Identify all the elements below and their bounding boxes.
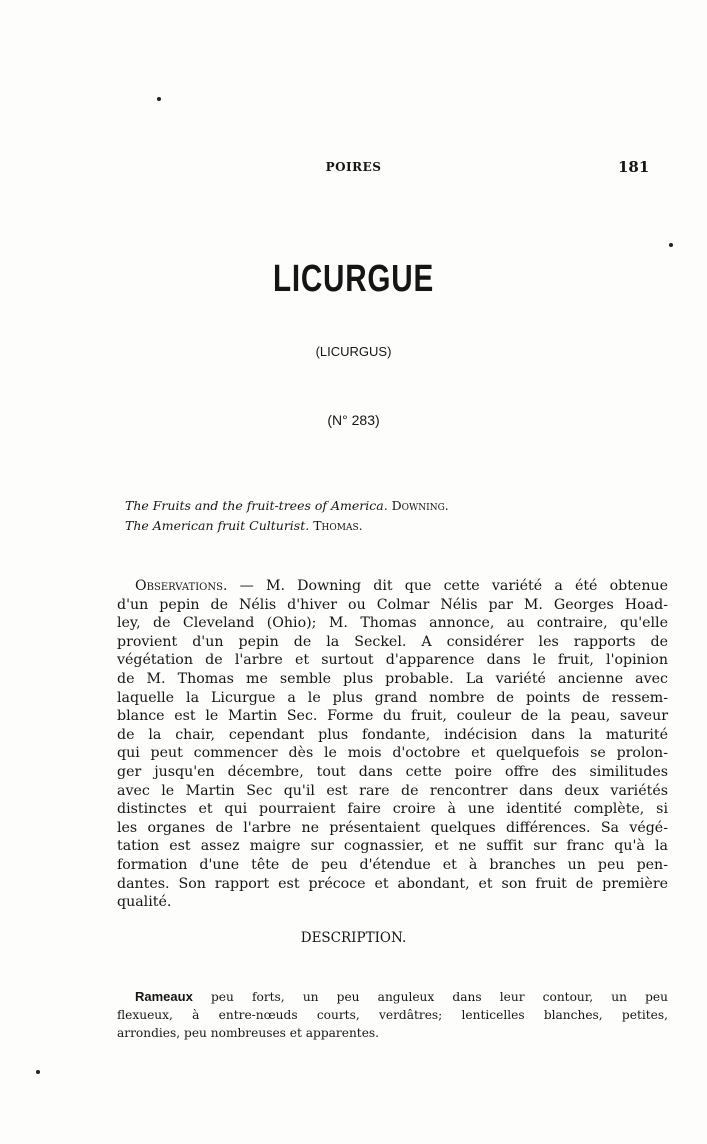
text-line: de la chair, cependant plus fondante, indécision dans la maturité [117, 726, 668, 743]
scan-speck [157, 97, 161, 101]
text-line: végétation de l'arbre et surtout d'apparence dans le fruit, l'opinion [117, 652, 668, 669]
text-line [117, 988, 668, 1006]
text-line: qualité. [117, 894, 172, 911]
paragraph-label: Rameaux [135, 989, 193, 1004]
text-line: d'un pepin de Nélis d'hiver ou Colmar Nélis par M. Georges Hoad- [117, 596, 668, 613]
text-line: avec le Martin Sec qu'il est rare de rencontrer dans deux variétés [117, 782, 668, 799]
page-title: LICURGUE [272, 258, 435, 300]
reference [125, 516, 449, 536]
text-line: ger jusqu'en décembre, tout dans cette poire offre des similitudes [117, 763, 668, 780]
observations-paragraph [117, 577, 668, 912]
rameaux-paragraph [117, 988, 668, 1042]
text-line: ley, de Cleveland (Ohio); M. Thomas annonce, au contraire, qu'elle [117, 615, 668, 632]
text-line: flexueux, à entre-nœuds courts, verdâtres; lenticelles blanches, petites, [117, 1008, 668, 1022]
text-line: formation d'une tête de peu d'étendue et à branches un peu pen- [117, 856, 668, 873]
text-line: provient d'un pepin de la Seckel. A considérer les rapports de [117, 633, 668, 650]
reference [125, 496, 449, 516]
text-line [117, 577, 668, 596]
text-line: laquelle la Licurgue a le plus grand nombre de points de ressem- [117, 689, 668, 706]
text-line: de M. Thomas me semble plus probable. La variété ancienne avec [117, 670, 668, 687]
text-line: qui peut commencer dès le mois d'octobre et quelquefois se prolon- [117, 745, 668, 762]
reference-author: Thomas. [313, 518, 363, 533]
page-number: 181 [618, 158, 650, 176]
reference-work: The American fruit Culturist. [125, 518, 310, 533]
reference-work: The Fruits and the fruit-trees of America. [125, 498, 388, 513]
paragraph-label: Observations. [135, 578, 228, 594]
line-text: peu forts, un peu anguleux dans leur contour, un peu [192, 990, 668, 1004]
text-line: tation est assez maigre sur cognassier, et ne suffit sur franc qu'à la [117, 838, 668, 855]
text-line: les organes de l'arbre ne présentaient quelques différences. Sa végé- [117, 819, 668, 836]
line-text: — M. Downing dit que cette variété a été obtenue [227, 578, 668, 594]
text-line: blance est le Martin Sec. Forme du fruit, couleur de la peau, saveur [117, 708, 668, 725]
scan-speck [669, 243, 673, 247]
reference-author: Downing. [391, 498, 449, 513]
description-heading: DESCRIPTION. [300, 930, 407, 946]
text-line: dantes. Son rapport est précoce et abondant, et son fruit de première [117, 875, 668, 892]
references [125, 496, 449, 536]
running-head: POIRES [325, 160, 382, 174]
synonym: (LICURGUS) [315, 344, 392, 359]
text-line: arrondies, peu nombreuses et apparentes. [117, 1026, 380, 1040]
scan-speck [36, 1070, 40, 1074]
text-line: distinctes et qui pourraient faire croire à une identité complète, si [117, 801, 668, 818]
variety-number: (N° 283) [327, 412, 380, 428]
